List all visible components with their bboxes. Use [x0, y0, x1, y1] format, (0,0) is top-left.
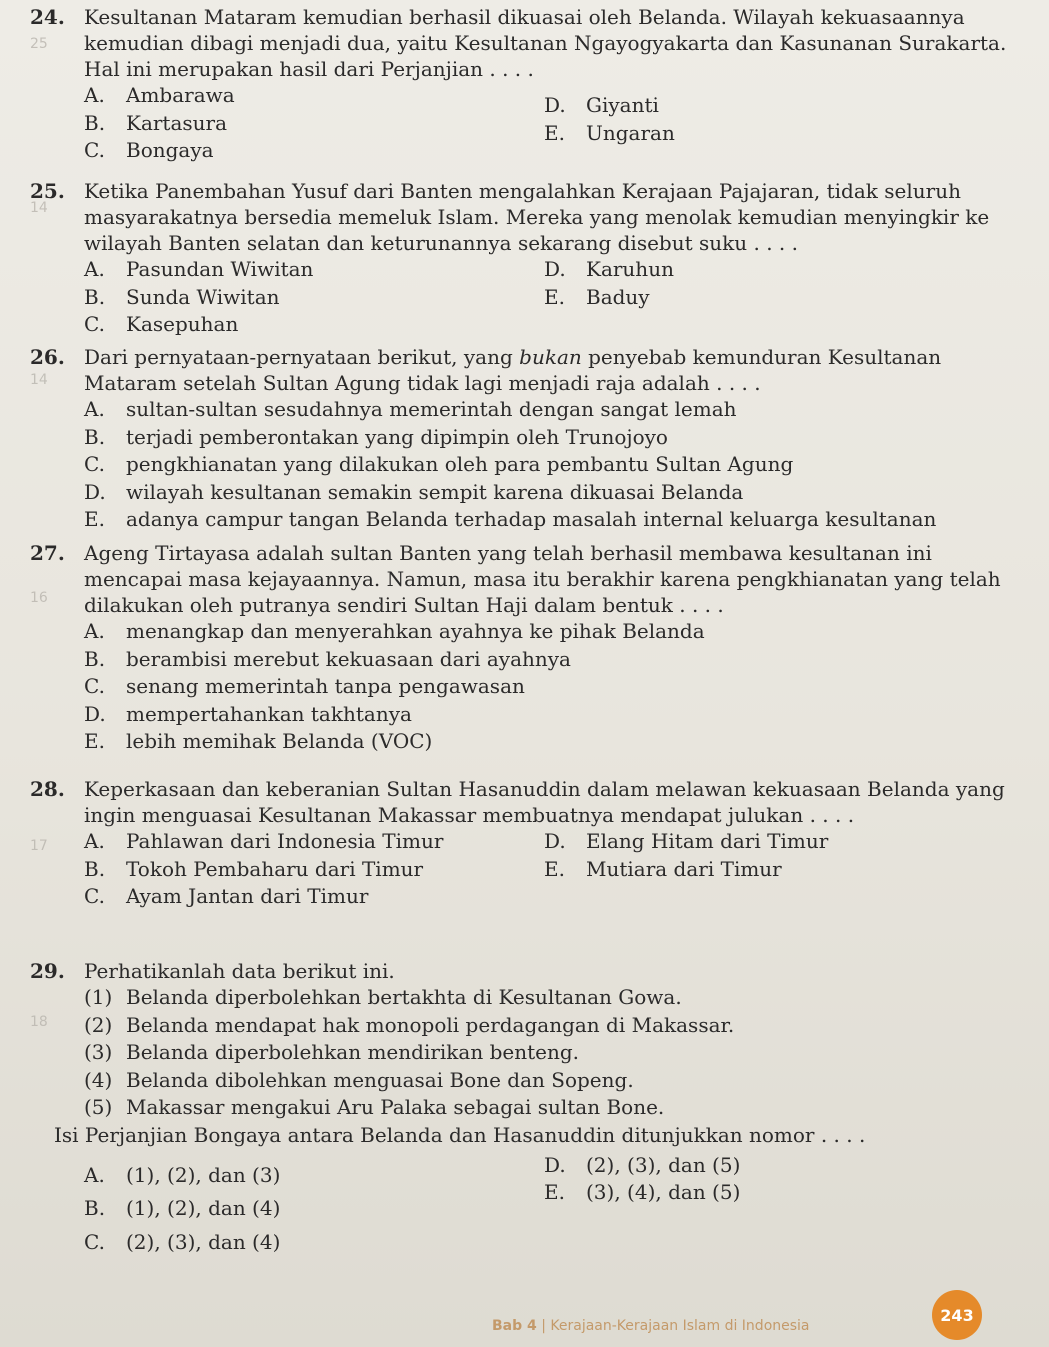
question-number: 27. [30, 541, 65, 565]
option-a: A. Ambarawa [84, 83, 235, 107]
answer-options [84, 82, 1020, 165]
option-a: A. sultan-sultan sesudahnya memerintah dengan sangat lemah [84, 397, 737, 421]
question-number: 24. [30, 5, 65, 29]
data-item: (5) Makassar mengakui Aru Palaka sebagai sultan Bone. [84, 1095, 665, 1119]
option-e: E. Mutiara dari Timur [544, 856, 782, 881]
answer-options [84, 396, 1020, 534]
question-27 [30, 540, 1020, 756]
page-number-badge: 243 [932, 1290, 982, 1340]
option-b: B. terjadi pemberontakan yang dipimpin oleh Trunojoyo [84, 424, 668, 449]
option-e: E. lebih memihak Belanda (VOC) [84, 729, 433, 753]
question-24 [30, 4, 1020, 165]
option-d: D. Giyanti [544, 93, 659, 117]
option-a: A. (1), (2), dan (3) [84, 1162, 281, 1187]
option-d: D. Elang Hitam dari Timur [544, 829, 829, 853]
question-text: Dari pernyataan-pernyataan berikut, yang bukan penyebab kemunduran Kesultanan Mataram setelah Sultan Agung tidak lagi menjadi raja adalah . . . . [84, 345, 942, 395]
answer-options [84, 1152, 1020, 1257]
option-c: C. Kasepuhan [84, 312, 239, 336]
handwritten-note: 17 [30, 838, 48, 854]
handwritten-note: 16 [30, 590, 48, 606]
option-e: E. Ungaran [544, 120, 675, 145]
data-item: (4) Belanda dibolehkan menguasai Bone dan Sopeng. [84, 1067, 634, 1092]
handwritten-note: 14 [30, 200, 48, 216]
question-text: Ketika Panembahan Yusuf dari Banten mengalahkan Kerajaan Pajajaran, tidak seluruh masyarakatnya bersedia memeluk Islam. Mereka yang menolak kemudian menyingkir ke wilayah Banten selatan dan keturunannya sekarang disebut suku . . . . [84, 179, 990, 255]
option-a: A. menangkap dan menyerahkan ayahnya ke pihak Belanda [84, 619, 705, 643]
question-number: 28. [30, 777, 65, 801]
option-a: A. Pahlawan dari Indonesia Timur [84, 829, 444, 853]
option-d: D. wilayah kesultanan semakin sempit karena dikuasai Belanda [84, 479, 744, 504]
chapter-label: Bab 4 [492, 1318, 537, 1334]
chapter-title: Kerajaan-Kerajaan Islam di Indonesia [550, 1318, 810, 1334]
option-b: B. (1), (2), dan (4) [84, 1196, 281, 1220]
answer-options [84, 618, 1020, 756]
answer-options [84, 256, 1020, 339]
question-25 [30, 178, 1020, 339]
question-text: Keperkasaan dan keberanian Sultan Hasanuddin dalam melawan kekuasaan Belanda yang ingin menguasai Kesultanan Makassar membuatnya mendapat julukan . . . . [84, 777, 1005, 827]
question-29 [30, 958, 1020, 1256]
question-number: 25. [30, 179, 65, 203]
option-b: B. Sunda Wiwitan [84, 284, 280, 309]
option-e: E. Baduy [544, 284, 650, 309]
option-b: B. Tokoh Pembaharu dari Timur [84, 856, 424, 881]
question-text: Perhatikanlah data berikut ini. [84, 959, 395, 983]
emphasis-word: bukan [519, 345, 582, 369]
handwritten-note: 18 [30, 1014, 48, 1030]
option-b: B. berambisi merebut kekuasaan dari ayahnya [84, 646, 571, 671]
option-c: C. Bongaya [84, 138, 214, 162]
answer-options [84, 828, 1020, 911]
question-text: Ageng Tirtayasa adalah sultan Banten yang telah berhasil membawa kesultanan ini mencapai masa kejayaannya. Namun, masa itu berakhir karena pengkhianatan yang telah dilakukan oleh putranya sendiri Sultan Haji dalam bentuk . . . . [84, 541, 1001, 617]
footer-separator: | [541, 1318, 546, 1334]
question-number: 26. [30, 345, 65, 369]
option-c: C. (2), (3), dan (4) [84, 1229, 281, 1254]
question-stem: Isi Perjanjian Bongaya antara Belanda dan Hasanuddin ditunjukkan nomor . . . . [54, 1122, 866, 1147]
option-a: A. Pasundan Wiwitan [84, 257, 314, 281]
question-text: Kesultanan Mataram kemudian berhasil dikuasai oleh Belanda. Wilayah kekuasaannya kemudian dibagi menjadi dua, yaitu Kesultanan Ngayogyakarta dan Kasunanan Surakarta. Hal ini merupakan hasil dari Perjanjian . . . . [84, 5, 1007, 81]
option-d: D. Karuhun [544, 257, 674, 281]
option-e: E. adanya campur tangan Belanda terhadap masalah internal keluarga kesultanan [84, 507, 937, 531]
option-c: C. Ayam Jantan dari Timur [84, 884, 369, 908]
option-b: B. Kartasura [84, 110, 228, 135]
question-26 [30, 344, 1020, 534]
option-c: C. senang memerintah tanpa pengawasan [84, 674, 525, 698]
question-number: 29. [30, 959, 65, 983]
data-list [84, 984, 1020, 1122]
data-item: (2) Belanda mendapat hak monopoli perdagangan di Makassar. [84, 1012, 735, 1037]
option-c: C. pengkhianatan yang dilakukan oleh para pembantu Sultan Agung [84, 452, 794, 476]
handwritten-note: 25 [30, 36, 48, 52]
option-d: D. mempertahankan takhtanya [84, 701, 412, 726]
question-28 [30, 776, 1020, 911]
option-d: D. (2), (3), dan (5) [544, 1152, 741, 1177]
data-item: (3) Belanda diperbolehkan mendirikan benteng. [84, 1040, 580, 1064]
handwritten-note: 14 [30, 372, 48, 388]
data-item: (1) Belanda diperbolehkan bertakhta di Kesultanan Gowa. [84, 985, 682, 1009]
option-e: E. (3), (4), dan (5) [544, 1180, 741, 1204]
page-footer [492, 1318, 810, 1334]
